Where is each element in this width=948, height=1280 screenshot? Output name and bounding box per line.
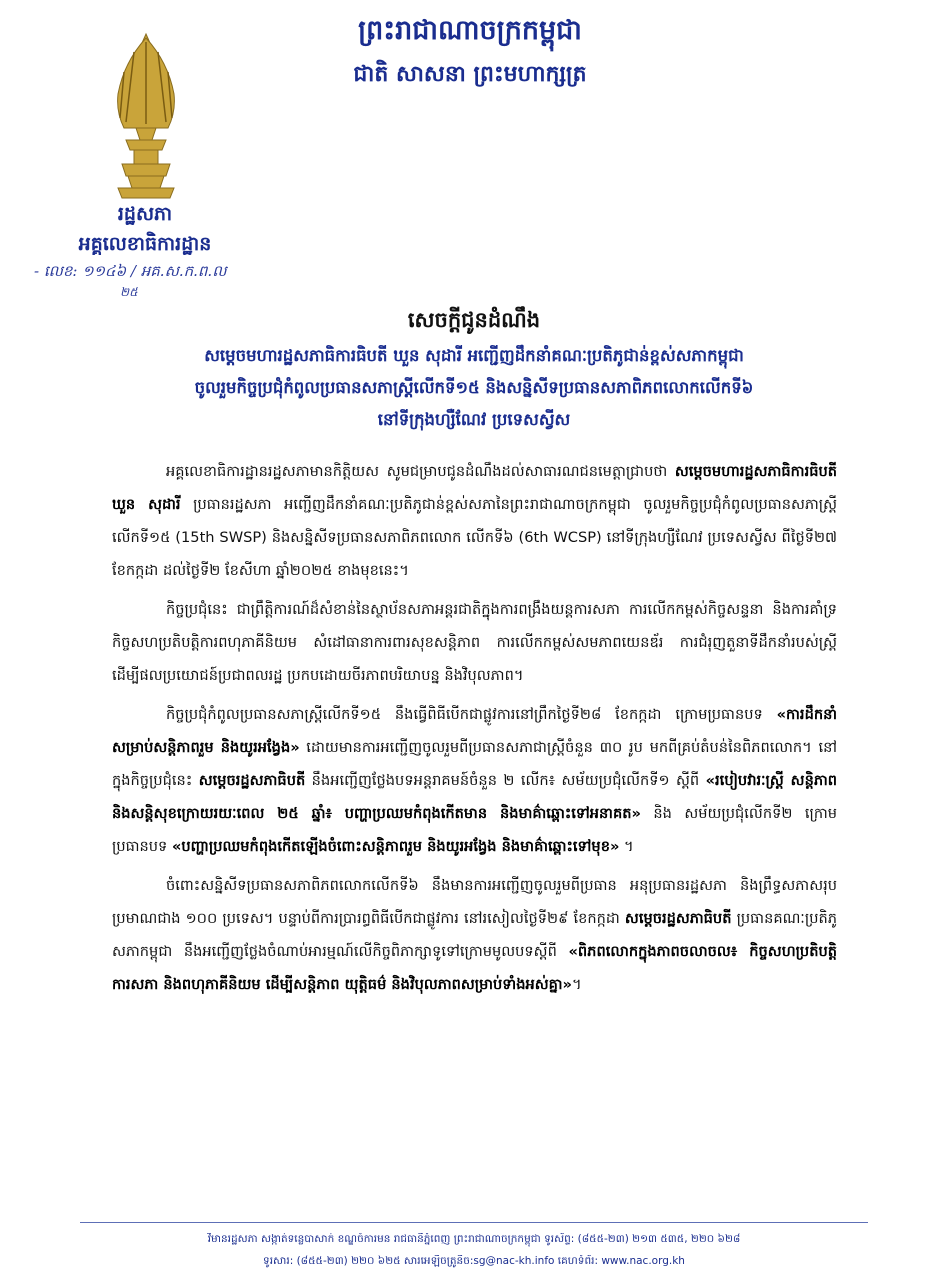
paragraph-4 <box>112 869 837 1001</box>
p4-text-c: ប្រធានគណៈប្រតិភូសភាកម្ពុជា នឹងអញ្ជើញថ្លែងចំណាប់អារម្មណ៍លើកិច្ចពិភាក្សាទូទៅក្រោមមូលបទស្តីពី <box>112 910 838 960</box>
paragraph-1 <box>112 455 837 587</box>
p3-text-e: នឹងអញ្ជើញថ្លែងបទអន្តរាគមន៍ចំនួន ២ លើក៖ សម័យប្រជុំលើកទី១ ស្តីពី <box>305 772 706 789</box>
p4-text-e: ។ <box>571 976 582 993</box>
p3-text-i: ។ <box>619 838 634 855</box>
p3-text-g: និង សម័យប្រជុំលើកទី២ ក្រោមប្រធានបទ <box>112 805 837 855</box>
p3-text-f: «របៀបវារៈស្ត្រី សន្តិភាព និងសន្តិសុខក្រោយរយៈពេល ២៥ ឆ្នាំ៖ បញ្ហាប្រឈមកំពុងកើតមាន និងមាគ៌ាឆ្ពោះទៅអនាគត» <box>112 772 837 822</box>
subtitle-line: ចូលរួមកិច្ចប្រជុំកំពូលប្រធានសភាស្ត្រីលើកទី១៥ និងសន្និសីទប្រធានសភាពិភពលោកលើកទី៦ <box>194 378 754 397</box>
reference-number-year: ២៥ <box>120 285 138 299</box>
subtitle-line: សម្តេចមហារដ្ឋសភាធិការធិបតី ឃួន សុដារី អញ្ជើញដឹកនាំគណៈប្រតិភូជាន់ខ្ពស់សភាកម្ពុជា <box>204 346 744 365</box>
p1-text-a: អគ្គលេខាធិការដ្ឋានរដ្ឋសភាមានកិត្តិយស សូមជម្រាបជូនដំណឹងដល់សាធារណជនមេត្តាជ្រាបថា <box>166 463 675 480</box>
footer-contact: ទូរសារ: (៨៥៥-២៣) ២២០ ៦២៥ សារអេឡិចត្រូនិច:sg@nac-kh.info គេហទំព័រ: www.nac.org.kh <box>263 1255 685 1267</box>
footer-divider <box>80 1222 868 1223</box>
org-name-line-1: រដ្ឋសភា <box>117 203 173 225</box>
kingdom-line-2: ជាតិ សាសនា ព្រះមហាក្សត្រ <box>353 61 587 87</box>
p4-text-b: សម្តេចរដ្ឋសភាធិបតី <box>624 910 732 927</box>
p3-text-b: «ការដឹកនាំសម្រាប់សន្តិភាពរួម និងយូរអង្វែង» <box>112 706 837 756</box>
p4-text-d: «ពិភពលោកក្នុងភាពចលាចល៖ កិច្ចសហប្រតិបត្តិការសភា និងពហុភាគីនិយម ដើម្បីសន្តិភាព យុត្តិធម៌ និងវិបុលភាពសម្រាប់ទាំងអស់គ្នា» <box>112 943 837 993</box>
paragraph-3 <box>112 698 837 863</box>
reference-number: - លេខ: ១១៤៦ / អគ.ស.ក.ព.ល <box>34 262 227 280</box>
p3-text-h: «បញ្ហាប្រឈមកំពុងកើតឡើងចំពោះសន្តិភាពរួម និងយូរអង្វែង និងមាគ៌ាឆ្ពោះទៅមុខ» <box>171 838 620 855</box>
p1-text-bold: សម្តេចមហារដ្ឋសភាធិការធិបតី ឃួន សុដារី <box>112 463 837 513</box>
document-body <box>112 455 837 1007</box>
p4-text-a: ចំពោះសន្និសីទប្រធានសភាពិភពលោកលើកទី៦ នឹងមានការអញ្ជើញចូលរួមពីប្រធាន អនុប្រធានរដ្ឋសភា និងព្រឹទ្ធសភាសរុបប្រមាណជាង ១០០ ប្រទេស។ បន្ទាប់ពីការប្រារព្ធពិធីបើកជាផ្លូវការ នៅរសៀលថ្ងៃទី២៩ ខែកក្កដា <box>112 877 837 927</box>
p3-text-a: កិច្ចប្រជុំកំពូលប្រធានសភាស្ត្រីលើកទី១៥ នឹងធ្វើពិធីបើកជាផ្លូវការនៅព្រឹកថ្ងៃទី២៨ ខែកក្កដា ក្រោមប្រធានបទ <box>166 706 777 723</box>
kingdom-line-1: ព្រះរាជាណាចក្រកម្ពុជា <box>358 15 582 46</box>
document-title: សេចក្តីជូនដំណឹង <box>407 308 541 332</box>
subtitle-line: នៅទីក្រុងហ្សឺណែវ ប្រទេសស្វីស <box>377 410 571 429</box>
footer-address: វិមានរដ្ឋសភា សង្កាត់ទន្លេបាសាក់ ខណ្ឌចំការមន រាជធានីភ្នំពេញ ព្រះរាជាណាចក្រកម្ពុជា ទូរស័ព្ទ: (៨៥៥-២៣) ២១៣ ៥៣៥, ២២០ ៦២៨ <box>207 1233 741 1245</box>
national-assembly-emblem-icon <box>96 32 196 202</box>
org-name-line-2: អគ្គលេខាធិការដ្ឋាន <box>78 233 212 255</box>
p1-text-c: ប្រធានរដ្ឋសភា អញ្ជើញដឹកនាំគណៈប្រតិភូជាន់ខ្ពស់សភានៃព្រះរាជាណាចក្រកម្ពុជា ចូលរួមកិច្ចប្រជុំកំពូលប្រធានសភាស្ត្រីលើកទី១៥ (15th SWSP) និងសន្និសីទប្រធានសភាពិភពលោក លើកទី៦ (6th WCSP) នៅទីក្រុងហ្សឺណែវ ប្រទេសស្វីស ពីថ្ងៃទី២៧ ខែកក្កដា ដល់ថ្ងៃទី២ ខែសីហា ឆ្នាំ២០២៥ ខាងមុខនេះ។ <box>112 496 837 579</box>
paragraph-2: កិច្ចប្រជុំនេះ ជាព្រឹត្តិការណ៍ដ៏សំខាន់នៃស្ថាប័នសភាអន្តរជាតិក្នុងការពង្រឹងយន្តការសភា ការលើកកម្ពស់កិច្ចសន្ទនា និងការគាំទ្រកិច្ចសហប្រតិបត្តិការពហុភាគីនិយម សំដៅធានាការពារសុខសន្តិភាព ការលើកកម្ពស់សមភាពយេនឌ័រ ការជំរុញតួនាទីដឹកនាំរបស់ស្ត្រី ដើម្បីផលប្រយោជន៍ប្រជាពលរដ្ឋ ប្រកបដោយចីរភាពបរិយាបន្ន និងវិបុលភាព។ <box>112 601 837 684</box>
p3-text-c: ដោយមានការអញ្ជើញចូលរួមពីប្រធានសភាជាស្ត្រីចំនួន ៣០ រូប មកពីគ្រប់តំបន់នៃពិភពលោក។ នៅក្នុងកិច្ចប្រជុំនេះ <box>112 739 837 789</box>
document-subtitle <box>88 340 860 436</box>
p3-text-d: សម្តេចរដ្ឋសភាធិបតី <box>198 772 306 789</box>
